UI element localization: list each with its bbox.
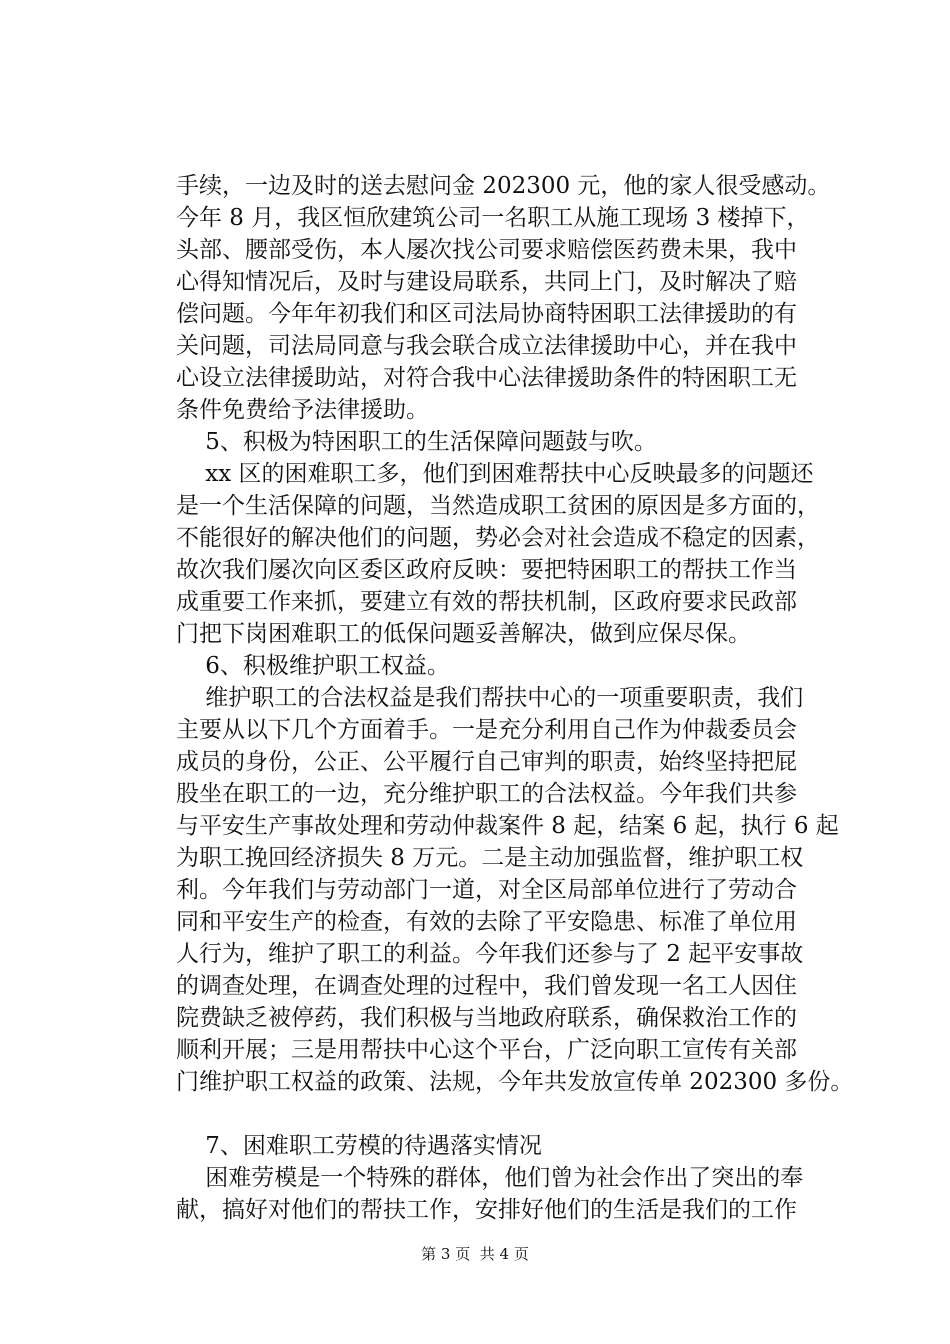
body-line: 为职工挽回经济损失 8 万元。二是主动加强监督，维护职工权 <box>176 845 804 871</box>
body-line: 股坐在职工的一边，充分维护职工的合法权益。今年我们共参 <box>176 781 797 807</box>
body-line: xx 区的困难职工多，他们到困难帮扶中心反映最多的问题还 <box>176 461 814 487</box>
page-number-footer: 第 3 页 共 4 页 <box>421 1245 529 1263</box>
body-line: 成重要工作来抓，要建立有效的帮扶机制，区政府要求民政部 <box>176 589 797 615</box>
body-line: 故次我们屡次向区委区政府反映：要把特困职工的帮扶工作当 <box>176 557 797 583</box>
body-line: 利。今年我们与劳动部门一道，对全区局部单位进行了劳动合 <box>176 877 797 903</box>
body-line: 人行为，维护了职工的利益。今年我们还参与了 2 起平安事故 <box>176 941 804 967</box>
body-line: 偿问题。今年年初我们和区司法局协商特困职工法律援助的有 <box>176 301 797 327</box>
body-line: 成员的身份，公正、公平履行自己审判的职责，始终坚持把屁 <box>176 749 797 775</box>
body-line: 是一个生活保障的问题，当然造成职工贫困的原因是多方面的， <box>176 493 820 519</box>
body-line: 同和平安生产的检查，有效的去除了平安隐患、标准了单位用 <box>176 909 797 935</box>
document-body <box>176 170 854 1226</box>
body-line: 献，搞好对他们的帮扶工作，安排好他们的生活是我们的工作 <box>176 1197 797 1223</box>
body-line: 手续，一边及时的送去慰问金 202300 元，他的家人很受感动。 <box>176 173 831 199</box>
body-line: 条件免费给予法律援助。 <box>176 397 429 423</box>
body-line: 与平安生产事故处理和劳动仲裁案件 8 起，结案 6 起，执行 6 起 <box>176 813 839 839</box>
body-line: 顺利开展；三是用帮扶中心这个平台，广泛向职工宣传有关部 <box>176 1037 797 1063</box>
paragraph-gap <box>176 1098 836 1130</box>
body-line: 困难劳模是一个特殊的群体，他们曾为社会作出了突出的奉 <box>176 1165 804 1191</box>
body-line: 院费缺乏被停药，我们积极与当地政府联系，确保救治工作的 <box>176 1005 797 1031</box>
section-heading-6: 6、积极维护职工权益。 <box>176 653 450 679</box>
body-line: 不能很好的解决他们的问题，势必会对社会造成不稳定的因素， <box>176 525 820 551</box>
body-line: 门把下岗困难职工的低保问题妥善解决，做到应保尽保。 <box>176 621 751 647</box>
body-line: 心得知情况后，及时与建设局联系，共同上门，及时解决了赔 <box>176 269 797 295</box>
section-heading-7: 7、困难职工劳模的待遇落实情况 <box>176 1133 542 1159</box>
body-line: 今年 8 月，我区恒欣建筑公司一名职工从施工现场 3 楼掉下， <box>176 205 810 231</box>
body-line: 的调查处理，在调查处理的过程中，我们曾发现一名工人因住 <box>176 973 797 999</box>
body-line: 主要从以下几个方面着手。一是充分利用自己作为仲裁委员会 <box>176 717 797 743</box>
body-line: 心设立法律援助站，对符合我中心法律援助条件的特困职工无 <box>176 365 797 391</box>
section-heading-5: 5、积极为特困职工的生活保障问题鼓与吹。 <box>176 429 657 455</box>
body-line: 门维护职工权益的政策、法规，今年共发放宣传单 202300 多份。 <box>176 1069 854 1095</box>
body-line: 关问题，司法局同意与我会联合成立法律援助中心，并在我中 <box>176 333 797 359</box>
body-line: 维护职工的合法权益是我们帮扶中心的一项重要职责，我们 <box>176 685 804 711</box>
body-line: 头部、腰部受伤，本人屡次找公司要求赔偿医药费未果，我中 <box>176 237 797 263</box>
